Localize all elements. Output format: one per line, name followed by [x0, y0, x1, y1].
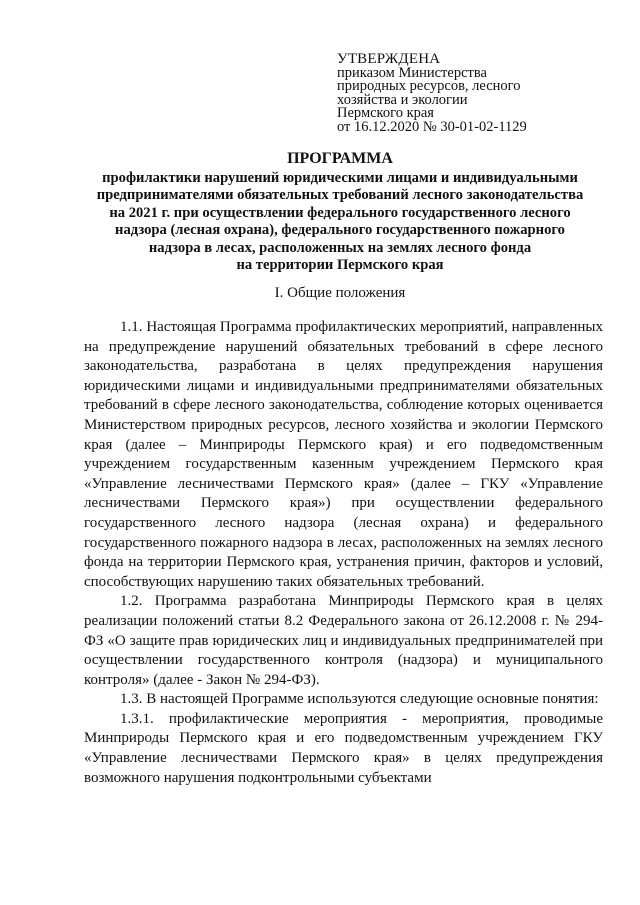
document-body [84, 318, 603, 788]
approval-line: природных ресурсов, лесного [337, 78, 521, 94]
approval-stamp [337, 53, 597, 134]
subtitle-line: на территории Пермского края [236, 257, 444, 274]
approval-line: хозяйства и экологии [337, 91, 468, 108]
subtitle-line: на 2021 г. при осуществлении федерального государственного лесного [109, 204, 571, 221]
subtitle-line: надзора (лесная охрана), федерального государственного пожарного [115, 222, 565, 239]
approval-heading: УТВЕРЖДЕНА [337, 51, 441, 67]
document-title: ПРОГРАММА [287, 150, 393, 167]
document-subtitle [84, 170, 596, 274]
paragraph-1-3-1: 1.3.1. профилактические мероприятия - мероприятия, проводимые Минприроды Пермского края и его подведомственным учреждением ГКУ «Управление лесничествами Пермского края» в целях предупреждения возможного нарушения подконтрольными субъектами [84, 710, 603, 786]
document-title-block [84, 150, 596, 274]
paragraph-1-3: 1.3. В настоящей Программе используются следующие основные понятия: [120, 691, 599, 708]
section-heading: I. Общие положения [274, 285, 406, 301]
approval-line: от 16.12.2020 № 30-01-02-1129 [337, 118, 527, 135]
paragraph-1-2: 1.2. Программа разработана Минприроды Пермского края в целях реализации положений статьи 8.2 Федерального закона от 26.12.2008 г. № 294-ФЗ «О защите прав юридических лиц и индивидуальных предпринимателей при осуществлении государственного контроля (надзора) и муниципального контроля» (далее - Закон № 294-ФЗ). [84, 593, 603, 688]
subtitle-line: профилактики нарушений юридическими лицами и индивидуальными [102, 170, 578, 186]
approval-line: приказом Министерства [337, 64, 487, 81]
paragraph-1-1: 1.1. Настоящая Программа профилактических мероприятий, направленных на предупреждение нарушений обязательных требований в сфере лесного законодательства, разработана в целях предупреждения нарушения юридическими лицами и индивидуальными предпринимателями обязательных требований в сфере лесного законодательства, соблюдение которых оценивается Министерством природных ресурсов, лесного хозяйства и экологии Пермского края (далее – Минприроды Пермского края) и его подведомственным учреждением государственным казенным учреждением Пермского края «Управление лесничествами Пермского края» (далее – ГКУ «Управление лесничествами Пермского края») при осуществлении федерального государственного лесного надзора (лесная охрана) и федерального государственного пожарного надзора в лесах, расположенных на землях лесного фонда на территории Пермского края, устранения причин, факторов и условий, способствующих нарушению таких обязательных требований. [84, 319, 603, 590]
subtitle-line: предпринимателями обязательных требований лесного законодательства [96, 187, 584, 204]
subtitle-line: надзора в лесах, расположенных на землях лесного фонда [148, 239, 532, 256]
approval-line: Пермского края [337, 105, 434, 121]
